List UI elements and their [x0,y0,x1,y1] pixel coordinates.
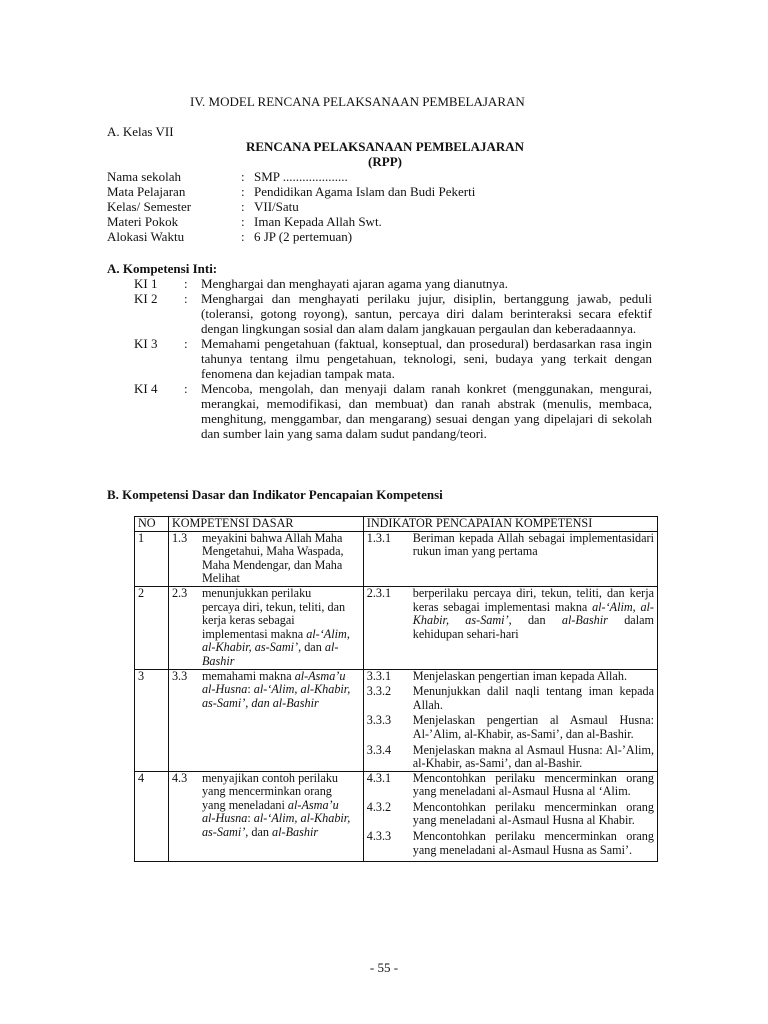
identity-row [107,199,475,214]
indicator-item [367,772,654,799]
indicator-number: 3.3.3 [366,713,392,728]
ki-list [134,276,652,441]
kd-text: menyajikan contoh perilaku yang mencerminkan orang yang meneladani al-Asma’u al-Husna: al-‘Alim, al-Khabir, as-Sami’, dan al-Bashir [201,770,351,840]
indicator-number: 4.3.2 [366,799,392,814]
table-row [135,586,658,669]
identity-value: Pendidikan Agama Islam dan Budi Pekerti [254,184,476,199]
indicator-text: Beriman kepada Allah sebagai implementasidari rukun iman yang pertama [412,530,654,559]
indicator-text: Mencontohkan perilaku mencerminkan orang yang meneladani al-Asmaul Husna al ‘Alim. [412,770,654,799]
rpp-title: RENCANA PELAKSANAAN PEMBELAJARAN [245,139,525,154]
indicator-number: 3.3.1 [366,668,392,683]
rpp-subtitle: (RPP) [368,154,402,169]
cell-no: 4 [135,771,169,862]
ki-code: KI 2 [134,291,158,306]
ki-heading: A. Kompetensi Inti: [107,261,218,276]
cell-kd [168,669,363,771]
indicator-item [367,714,654,741]
header-no: NO [135,517,169,532]
indicator-number: 4.3.1 [366,770,392,785]
kd-number: 4.3 [171,770,188,785]
identity-colon: : [241,214,245,229]
ki-item [134,336,652,381]
kd-text: menunjukkan perilaku percaya diri, tekun, teliti, dan kerja keras sebagai implementasi makna al-‘Alim, al-Khabir, as-Sami’, dan al-Bashir [201,585,350,668]
indicator-text: Menjelaskan makna al Asmaul Husna: Al-’Alim, al-Khabir, as-Sami’, dan al-Bashir. [412,742,654,771]
cell-no: 2 [135,586,169,669]
ki-colon: : [184,276,188,291]
table-row [135,531,658,586]
ki-code: KI 3 [134,336,158,351]
ki-colon: : [184,381,188,396]
kd-number: 1.3 [171,530,188,545]
identity-block [107,169,475,244]
indicator-number: 3.3.4 [366,742,392,757]
indicator-number: 2.3.1 [366,585,392,600]
indicator-text: berperilaku percaya diri, tekun, teliti, dan kerja keras sebagai implementasi makna al-‘Alim, al-Khabir, as-Sami’, dan al-Bashir dalam kehidupan sehari-hari [412,585,654,641]
kd-number: 2.3 [171,585,188,600]
identity-label: Kelas/ Semester [107,199,192,214]
cell-indicators [363,586,657,669]
identity-label: Materi Pokok [107,214,179,229]
identity-value: Iman Kepada Allah Swt. [254,214,382,229]
table-row [135,771,658,862]
ki-colon: : [184,336,188,351]
identity-row [107,169,475,184]
ki-text: Memahami pengetahuan (faktual, konseptual, dan prosedural) berdasarkan rasa ingin tahunya tentang ilmu pengetahuan, teknologi, seni, budaya yang terkait dengan fenomena dan kejadian tampak mata. [201,336,652,381]
section-a-label: A. Kelas VII [107,124,174,139]
identity-colon: : [241,184,245,199]
identity-row [107,214,475,229]
identity-colon: : [241,199,245,214]
ki-code: KI 4 [134,381,158,396]
indicator-text: Mencontohkan perilaku mencerminkan orang yang meneladani al-Asmaul Husna as Sami’. [412,829,654,857]
ki-item [134,276,652,291]
identity-row [107,229,475,244]
identity-label: Alokasi Waktu [107,229,185,244]
ki-colon: : [184,291,188,306]
ki-item [134,381,652,441]
cell-indicators [363,669,657,771]
indicator-item [367,685,654,712]
cell-no: 1 [135,531,169,586]
indicator-item [367,670,654,684]
indicator-number: 4.3.3 [366,829,392,844]
indicator-item [367,744,654,771]
kd-text: memahami makna al-Asma’u al-Husna: al-‘Alim, al-Khabir, as-Sami’, dan al-Bashir [201,668,351,710]
ki-text: Mencoba, mengolah, dan menyaji dalam ranah konkret (menggunakan, mengurai, merangkai, memodifikasi, dan membuat) dan ranah abstrak (menulis, membaca, menghitung, menggambar, dan mengarang) sesuai dengan yang dipelajari di sekolah dan sumber lain yang sama dalam sudut pandang/teori. [201,381,652,441]
cell-no: 3 [135,669,169,771]
identity-label: Mata Pelajaran [107,184,186,199]
identity-value: VII/Satu [254,199,299,214]
kd-text: meyakini bahwa Allah Maha Mengetahui, Maha Waspada, Maha Mendengar, dan Maha Melihat [201,530,344,586]
identity-colon: : [241,229,245,244]
identity-row [107,184,475,199]
indicator-item [367,587,654,641]
indicator-number: 1.3.1 [366,530,392,545]
identity-value: 6 JP (2 pertemuan) [254,229,353,244]
ki-text: Menghargai dan menghayati perilaku jujur, disiplin, bertanggung jawab, peduli (toleransi, gotong royong), santun, percaya diri dalam berinteraksi secara efektif dengan lingkungan sosial dan alam dalam jangkauan pergaulan dan keberadaannya. [201,291,652,336]
page-number: - 55 - [369,960,399,975]
cell-indicators [363,771,657,862]
indicator-text: Mencontohkan perilaku mencerminkan orang yang meneladani al-Asmaul Husna al Khabir. [412,799,654,828]
ki-text: Menghargai dan menghayati ajaran agama yang dianutnya. [201,276,508,291]
indicator-number: 3.3.2 [366,684,392,699]
ki-item [134,291,652,336]
kd-number: 3.3 [171,668,188,683]
indicator-item [367,532,654,559]
table-header-row [135,517,658,532]
table-row [135,669,658,771]
indicator-text: Menjelaskan pengertian al Asmaul Husna: Al-’Alim, al-Khabir, as-Sami’, dan al-Bashir. [412,713,654,741]
indicator-text: Menunjukkan dalil naqli tentang iman kepada Allah. [412,684,654,712]
indicator-item [367,801,654,828]
header-kd: KOMPETENSI DASAR [168,517,363,532]
indicator-item [367,830,654,857]
identity-label: Nama sekolah [107,169,182,184]
kd-heading: B. Kompetensi Dasar dan Indikator Pencapaian Kompetensi [107,487,443,502]
cell-indicators [363,531,657,586]
identity-colon: : [241,169,245,184]
kd-table [134,516,658,862]
cell-kd [168,531,363,586]
header-indikator: INDIKATOR PENCAPAIAN KOMPETENSI [363,517,657,532]
cell-kd [168,586,363,669]
chapter-heading: IV. MODEL RENCANA PELAKSANAAN PEMBELAJARAN [190,94,525,109]
ki-code: KI 1 [134,276,158,291]
indicator-text: Menjelaskan pengertian iman kepada Allah. [412,668,627,683]
identity-value: SMP .................... [254,169,348,184]
cell-kd [168,771,363,862]
